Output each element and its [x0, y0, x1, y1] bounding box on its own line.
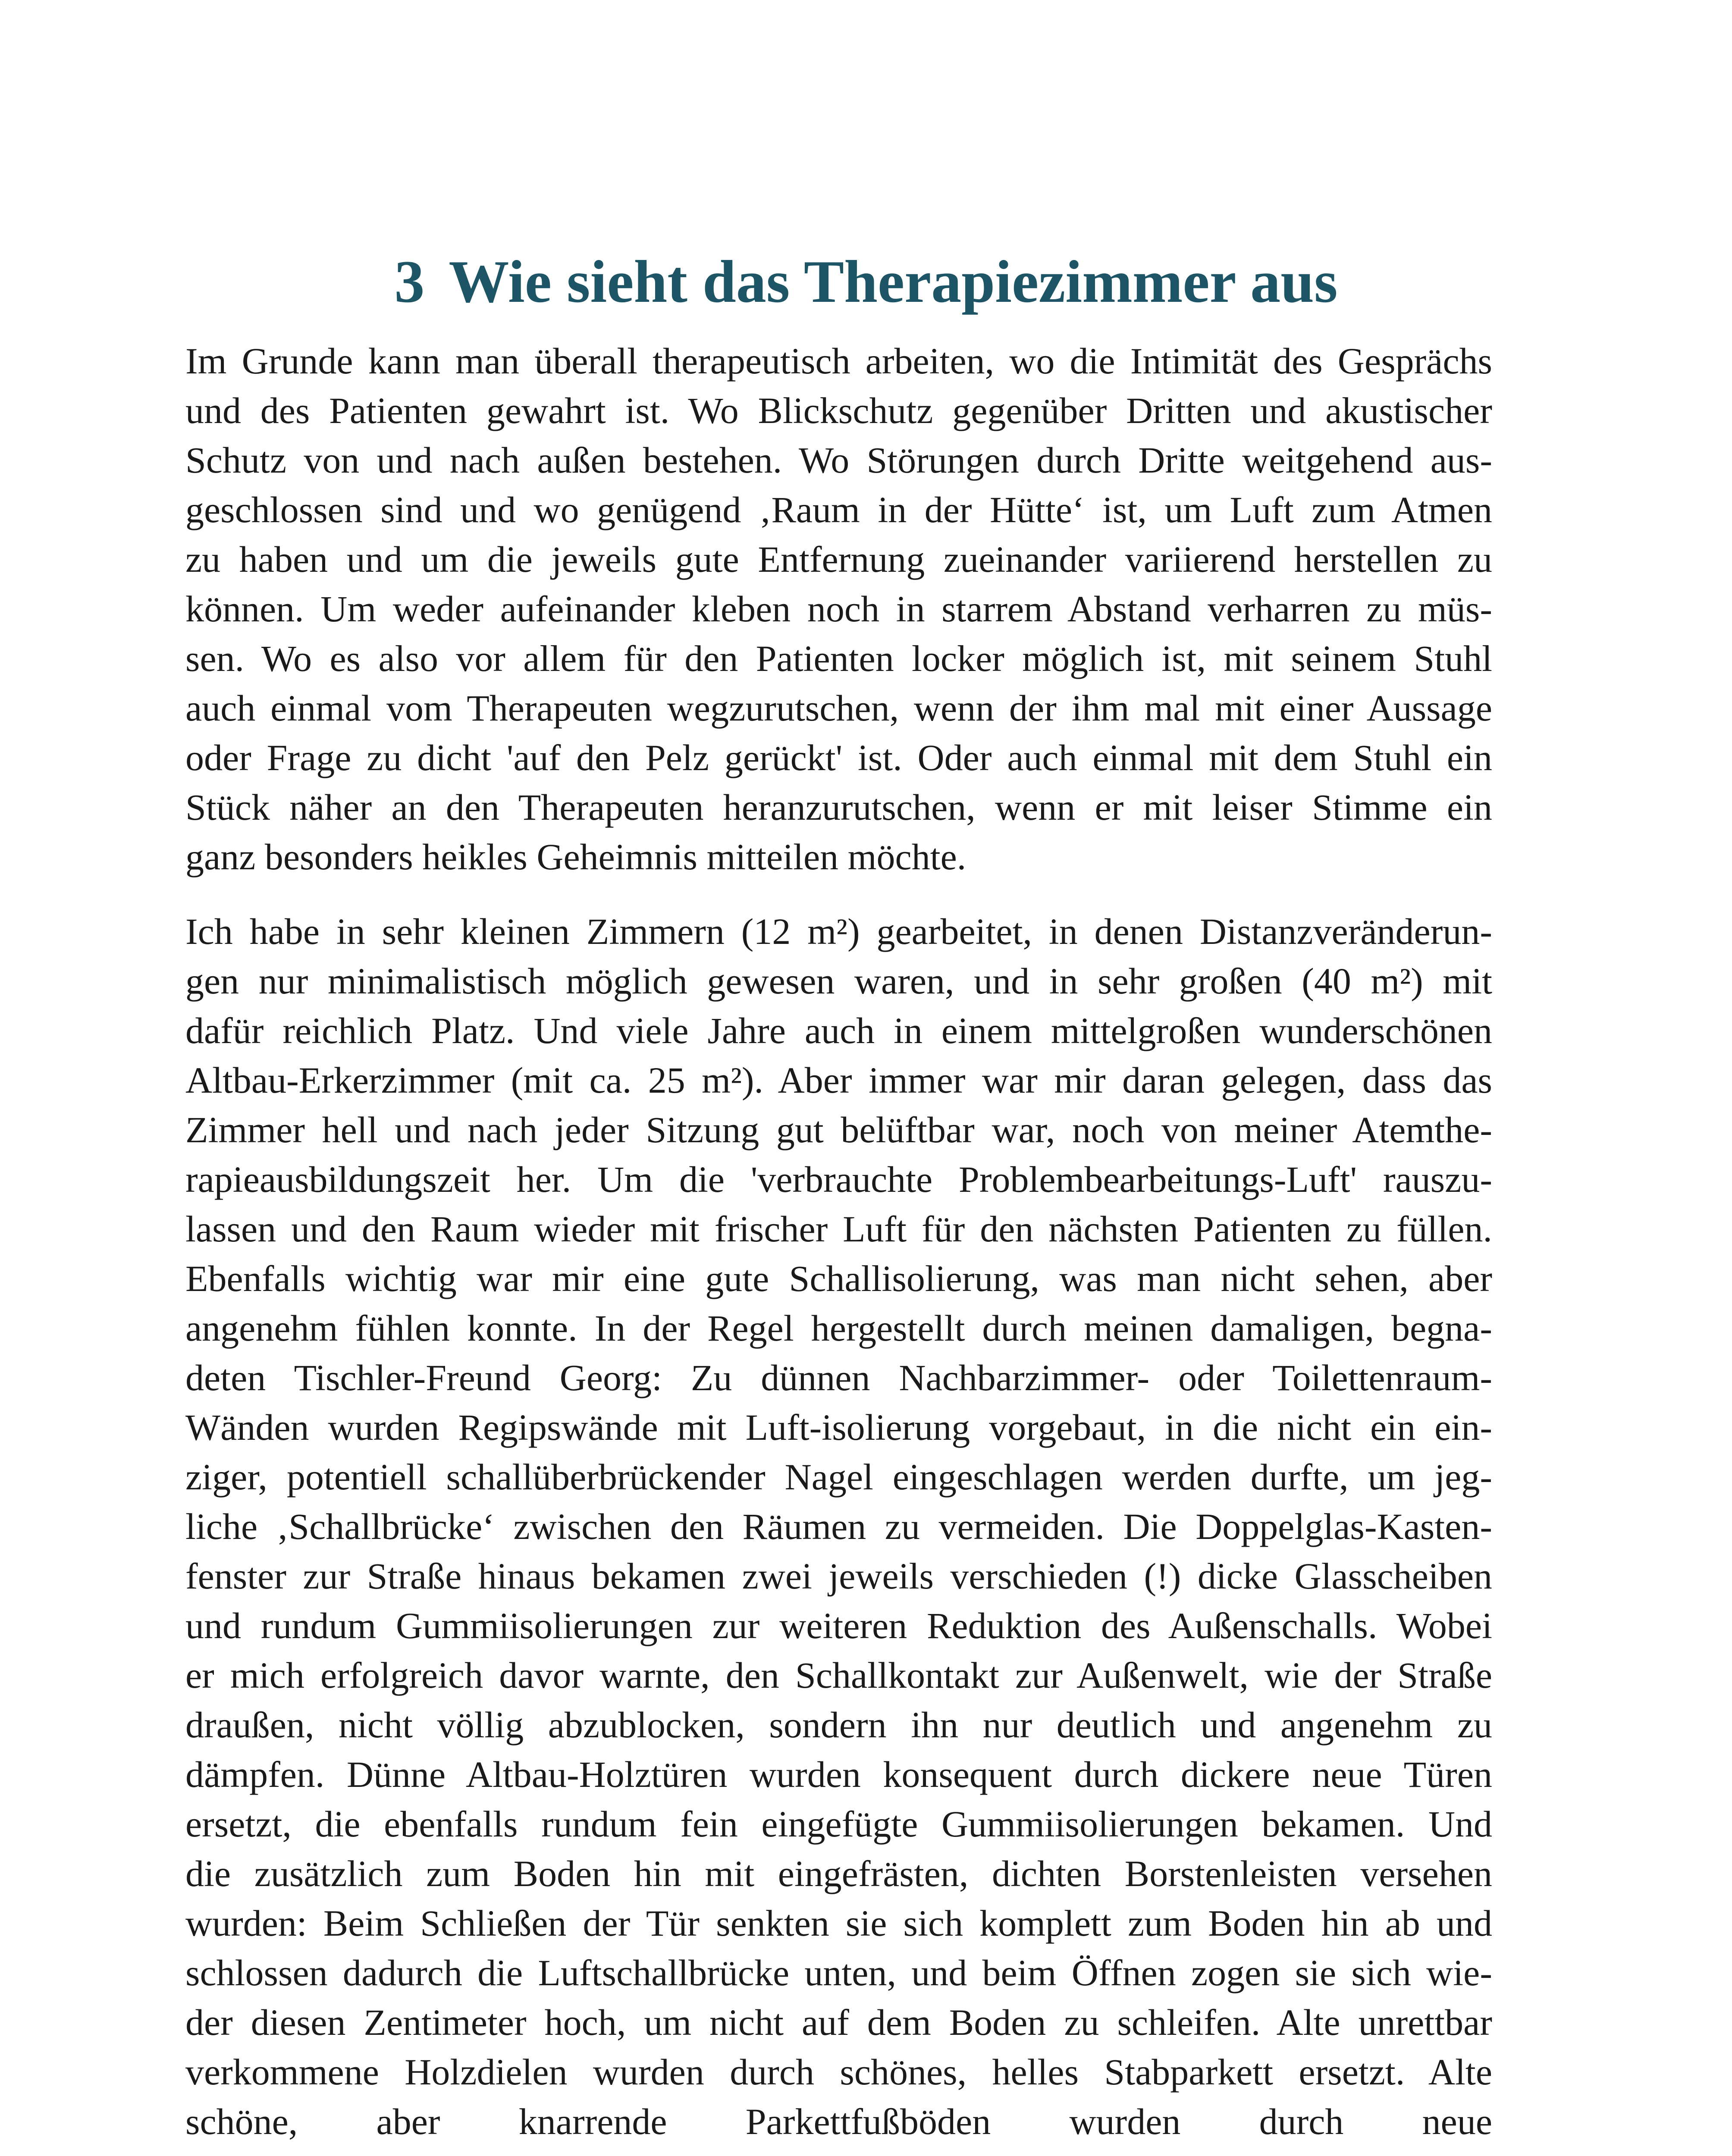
text-line: liche ‚Schallbrücke‘ zwischen den Räumen zu vermeiden. Die Doppelglas-Kasten-	[185, 1506, 1492, 1547]
text-line: angenehm fühlen konnte. In der Regel hergestellt durch meinen damaligen, begna-	[185, 1307, 1492, 1349]
body-text	[185, 336, 1492, 2147]
text-line: dafür reichlich Platz. Und viele Jahre auch in einem mittelgroßen wunderschönen	[185, 1010, 1492, 1051]
text-line: Ebenfalls wichtig war mir eine gute Schallisolierung, was man nicht sehen, aber	[185, 1258, 1492, 1299]
text-line: ersetzt, die ebenfalls rundum fein eingefügte Gummiisolierungen bekamen. Und	[185, 1803, 1492, 1845]
text-line: ganz besonders heikles Geheimnis mitteilen möchte.	[185, 836, 966, 877]
chapter-heading	[0, 243, 1732, 321]
text-line: deten Tischler-Freund Georg: Zu dünnen Nachbarzimmer- oder Toilettenraum-	[185, 1357, 1492, 1398]
text-line: gen nur minimalistisch möglich gewesen waren, und in sehr großen (40 m²) mit	[185, 960, 1492, 1002]
text-line: Ich habe in sehr kleinen Zimmern (12 m²) gearbeitet, in denen Distanzveränderun-	[185, 911, 1492, 952]
text-line: Schutz von und nach außen bestehen. Wo Störungen durch Dritte weitgehend aus-	[185, 439, 1492, 481]
text-line: Im Grunde kann man überall therapeutisch arbeiten, wo die Intimität des Gesprächs	[185, 340, 1492, 382]
paragraph-1	[185, 336, 1492, 882]
paragraph-2	[185, 907, 1492, 2147]
text-line: oder Frage zu dicht 'auf den Pelz gerückt' ist. Oder auch einmal mit dem Stuhl ein	[185, 737, 1492, 778]
chapter-number: 3	[394, 248, 425, 315]
text-line: draußen, nicht völlig abzublocken, sondern ihn nur deutlich und angenehm zu	[185, 1704, 1492, 1745]
text-line: der diesen Zentimeter hoch, um nicht auf dem Boden zu schleifen. Alte unrettbar	[185, 2002, 1492, 2043]
text-line: lassen und den Raum wieder mit frischer Luft für den nächsten Patienten zu füllen.	[185, 1208, 1492, 1250]
text-line: sen. Wo es also vor allem für den Patienten locker möglich ist, mit seinem Stuhl	[185, 638, 1492, 679]
text-line: Stück näher an den Therapeuten heranzurutschen, wenn er mit leiser Stimme ein	[185, 787, 1492, 828]
text-line: auch einmal vom Therapeuten wegzurutschen, wenn der ihm mal mit einer Aussage	[185, 687, 1492, 729]
text-line: können. Um weder aufeinander kleben noch in starrem Abstand verharren zu müs-	[185, 588, 1492, 630]
text-line: er mich erfolgreich davor warnte, den Schallkontakt zur Außenwelt, wie der Straße	[185, 1655, 1492, 1696]
text-line: und des Patienten gewahrt ist. Wo Blickschutz gegenüber Dritten und akustischer	[185, 390, 1492, 431]
text-line: verkommene Holzdielen wurden durch schönes, helles Stabparkett ersetzt. Alte	[185, 2051, 1492, 2093]
text-line: schöne, aber knarrende Parkettfußböden wurden durch neue	[185, 2101, 1492, 2142]
text-line: Zimmer hell und nach jeder Sitzung gut belüftbar war, noch von meiner Atemthe-	[185, 1109, 1492, 1150]
text-line: und rundum Gummiisolierungen zur weiteren Reduktion des Außenschalls. Wobei	[185, 1605, 1492, 1646]
text-line: geschlossen sind und wo genügend ‚Raum in der Hütte‘ ist, um Luft zum Atmen	[185, 489, 1492, 530]
text-line: schlossen dadurch die Luftschallbrücke unten, und beim Öffnen zogen sie sich wie-	[185, 1952, 1492, 1993]
text-line: ziger, potentiell schallüberbrückender Nagel eingeschlagen werden durfte, um jeg-	[185, 1456, 1492, 1498]
text-line: rapieausbildungszeit her. Um die 'verbrauchte Problembearbeitungs-Luft' rauszu-	[185, 1159, 1492, 1200]
chapter-title: Wie sieht das Therapiezimmer aus	[449, 248, 1338, 315]
text-line: fenster zur Straße hinaus bekamen zwei jeweils verschieden (!) dicke Glasscheiben	[185, 1555, 1492, 1597]
text-line: wurden: Beim Schließen der Tür senkten sie sich komplett zum Boden hin ab und	[185, 1902, 1492, 1944]
text-line: die zusätzlich zum Boden hin mit eingefrästen, dichten Borstenleisten versehen	[185, 1853, 1492, 1894]
text-line: Altbau-Erkerzimmer (mit ca. 25 m²). Aber immer war mir daran gelegen, dass das	[185, 1059, 1492, 1101]
text-line: dämpfen. Dünne Altbau-Holztüren wurden konsequent durch dickere neue Türen	[185, 1754, 1492, 1795]
text-line: Wänden wurden Regipswände mit Luft-isolierung vorgebaut, in die nicht ein ein-	[185, 1407, 1492, 1448]
text-line: zu haben und um die jeweils gute Entfernung zueinander variierend herstellen zu	[185, 539, 1492, 580]
